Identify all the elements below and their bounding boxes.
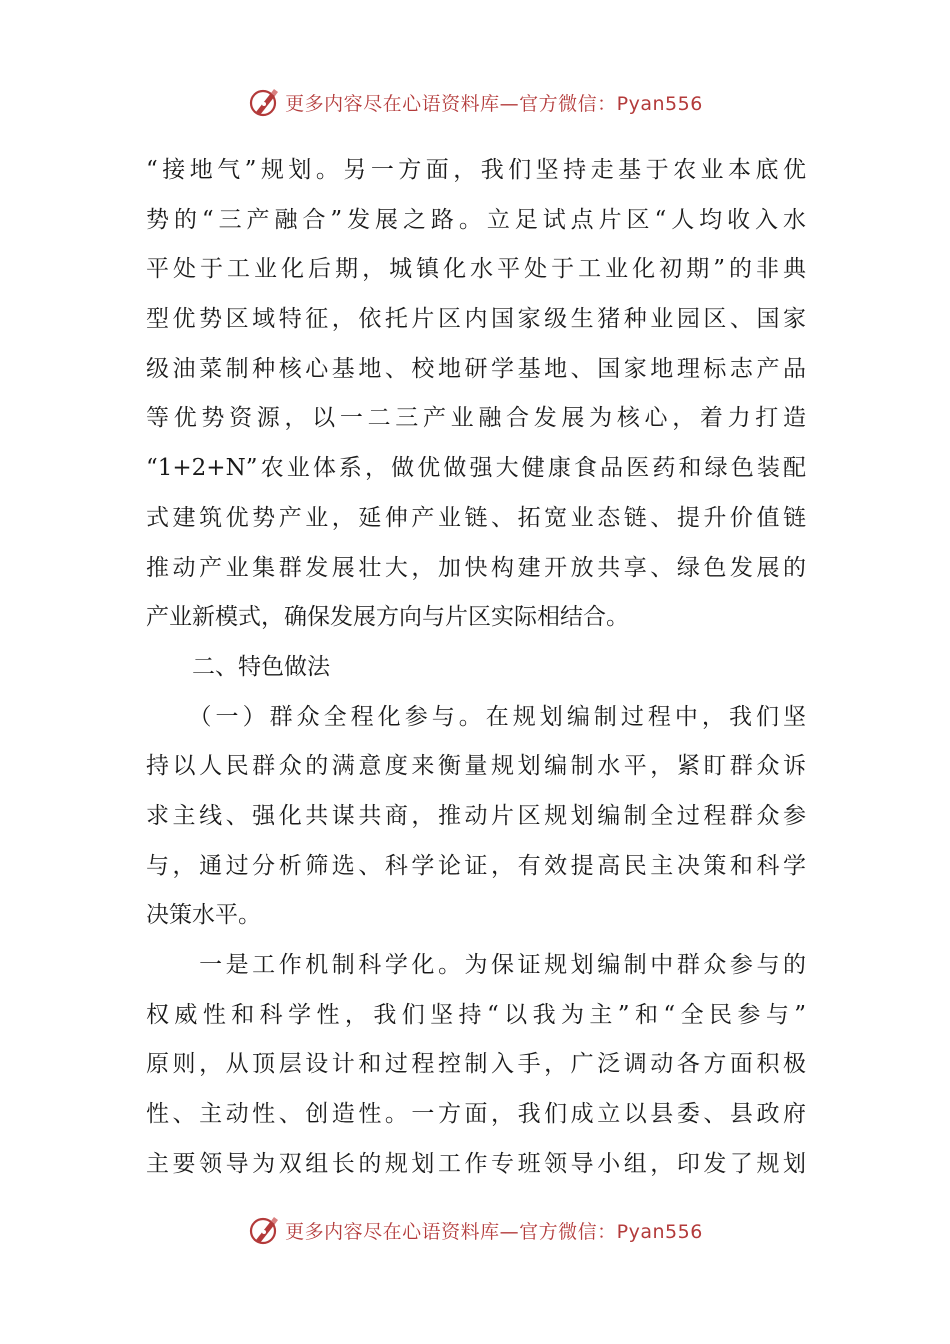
text-line: 平处于工业化后期，城镇化水平处于工业化初期”的非典 — [146, 256, 806, 283]
text-line: 原则，从顶层设计和过程控制入手，广泛调动各方面积极 — [146, 1051, 806, 1078]
text-line: 决策水平。 — [146, 902, 261, 929]
text-line: 产业新模式，确保发展方向与片区实际相结合。 — [146, 604, 629, 631]
text-line: 等优势资源，以一二三产业融合发展为核心，着力打造 — [146, 405, 806, 432]
text-line: “接地气”规划。另一方面，我们坚持走基于农业本底优 — [146, 157, 806, 183]
text-line: 势的“三产融合”发展之路。立足试点片区“人均收入水 — [146, 206, 806, 233]
watermark-banner-bottom — [0, 1210, 950, 1250]
text-line: 型优势区域特征，依托片区内国家级生猪种业园区、国家 — [146, 306, 806, 333]
text-line: 求主线、强化共谋共商，推动片区规划编制全过程群众参 — [146, 802, 806, 829]
text-line: 持以人民群众的满意度来衡量规划编制水平，紧盯群众诉 — [146, 753, 806, 780]
text-line: 性、主动性、创造性。一方面，我们成立以县委、县政府 — [146, 1101, 806, 1128]
text-line: 与，通过分析筛选、科学论证，有效提高民主决策和科学 — [146, 852, 806, 879]
watermark-text: 更多内容尽在心语资料库—官方微信：Pyan556 — [285, 92, 703, 115]
text-line: “1+2+N”农业体系，做优做强大健康食品医药和绿色装配 — [146, 455, 806, 482]
text-line: 二、特色做法 — [146, 653, 330, 680]
pen-logo-icon — [247, 85, 281, 119]
document-body — [146, 146, 806, 1189]
text-line: （一）群众全程化参与。在规划编制过程中，我们坚 — [146, 703, 806, 730]
text-line: 式建筑优势产业，延伸产业链、拓宽业态链、提升价值链 — [146, 504, 806, 531]
text-line: 权威性和科学性，我们坚持“以我为主”和“全民参与” — [146, 1001, 806, 1028]
text-line: 主要领导为双组长的规划工作专班领导小组，印发了规划 — [146, 1150, 806, 1177]
text-line: 推动产业集群发展壮大，加快构建开放共享、绿色发展的 — [146, 554, 806, 581]
watermark-banner-top — [0, 82, 950, 122]
text-line: 级油菜制种核心基地、校地研学基地、国家地理标志产品 — [146, 355, 806, 382]
pen-logo-icon — [247, 1213, 281, 1247]
watermark-text: 更多内容尽在心语资料库—官方微信：Pyan556 — [285, 1220, 703, 1243]
text-line: 一是工作机制科学化。为保证规划编制中群众参与的 — [146, 952, 806, 978]
